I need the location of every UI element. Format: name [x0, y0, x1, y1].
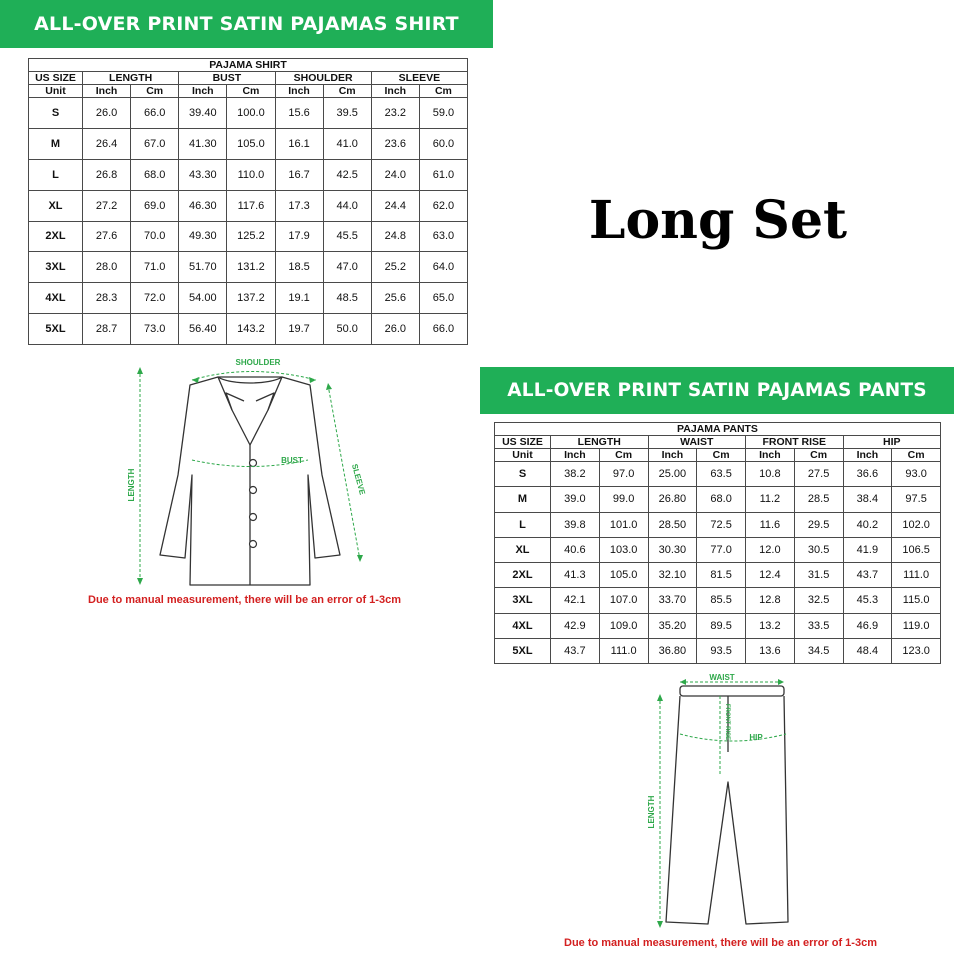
measurement-cell: 15.6 — [275, 98, 323, 129]
measurement-cell: 47.0 — [323, 252, 371, 283]
measurement-cell: 38.2 — [551, 462, 600, 487]
measurement-cell: 43.7 — [551, 638, 600, 663]
measurement-cell: 42.5 — [323, 159, 371, 190]
measurement-cell: 51.70 — [179, 252, 227, 283]
measurement-cell: 105.0 — [227, 128, 275, 159]
measurement-cell: 28.3 — [83, 283, 131, 314]
table-row — [495, 563, 941, 588]
measurement-cell: 24.0 — [371, 159, 419, 190]
pants-banner: ALL-OVER PRINT SATIN PAJAMAS PANTS — [480, 367, 954, 414]
measurement-cell: 77.0 — [697, 537, 746, 562]
measurement-cell: 61.0 — [419, 159, 467, 190]
unit-header: Cm — [599, 449, 648, 462]
measurement-cell: 24.8 — [371, 221, 419, 252]
pants-table-body — [495, 462, 941, 664]
group-header-shoulder: SHOULDER — [275, 72, 371, 85]
group-header-hip: HIP — [843, 436, 941, 449]
measurement-cell: 49.30 — [179, 221, 227, 252]
measurement-cell: 54.00 — [179, 283, 227, 314]
measurement-cell: 46.30 — [179, 190, 227, 221]
size-cell: 3XL — [495, 588, 551, 613]
measurement-cell: 27.6 — [83, 221, 131, 252]
measurement-cell: 41.3 — [551, 563, 600, 588]
measurement-cell: 65.0 — [419, 283, 467, 314]
measurement-cell: 97.5 — [892, 487, 941, 512]
measurement-cell: 27.2 — [83, 190, 131, 221]
size-cell: S — [495, 462, 551, 487]
measurement-cell: 45.3 — [843, 588, 892, 613]
size-cell: XL — [29, 190, 83, 221]
size-cell: 3XL — [29, 252, 83, 283]
measurement-cell: 12.4 — [746, 563, 795, 588]
measurement-cell: 93.0 — [892, 462, 941, 487]
table-row — [495, 487, 941, 512]
table-row — [495, 638, 941, 663]
measurement-cell: 25.00 — [648, 462, 697, 487]
measurement-cell: 66.0 — [419, 314, 467, 345]
measurement-cell: 101.0 — [599, 512, 648, 537]
size-cell: 5XL — [495, 638, 551, 663]
measurement-cell: 115.0 — [892, 588, 941, 613]
table-row — [29, 314, 468, 345]
measurement-cell: 110.0 — [227, 159, 275, 190]
measurement-cell: 106.5 — [892, 537, 941, 562]
unit-header: Cm — [697, 449, 746, 462]
table-row — [29, 190, 468, 221]
table-title-row — [495, 423, 941, 436]
measurement-cell: 44.0 — [323, 190, 371, 221]
measurement-cell: 23.2 — [371, 98, 419, 129]
measurement-cell: 36.80 — [648, 638, 697, 663]
measurement-cell: 26.80 — [648, 487, 697, 512]
measurement-cell: 41.0 — [323, 128, 371, 159]
measurement-cell: 39.40 — [179, 98, 227, 129]
measurement-cell: 41.30 — [179, 128, 227, 159]
measurement-cell: 56.40 — [179, 314, 227, 345]
shirt-table-title: PAJAMA SHIRT — [29, 59, 468, 72]
measurement-cell: 33.5 — [794, 613, 843, 638]
unit-header: Inch — [371, 85, 419, 98]
unit-label: Unit — [495, 449, 551, 462]
measurement-cell: 28.5 — [794, 487, 843, 512]
measurement-cell: 111.0 — [599, 638, 648, 663]
measurement-cell: 64.0 — [419, 252, 467, 283]
length-label: LENGTH — [127, 468, 136, 502]
measurement-cell: 11.2 — [746, 487, 795, 512]
measurement-cell: 19.1 — [275, 283, 323, 314]
measurement-cell: 85.5 — [697, 588, 746, 613]
measurement-cell: 41.9 — [843, 537, 892, 562]
measurement-cell: 97.0 — [599, 462, 648, 487]
measurement-cell: 39.5 — [323, 98, 371, 129]
measurement-cell: 23.6 — [371, 128, 419, 159]
size-cell: 4XL — [495, 613, 551, 638]
hip-label: HIP — [749, 733, 763, 742]
measurement-cell: 45.5 — [323, 221, 371, 252]
shirt-button — [250, 541, 257, 548]
measurement-cell: 18.5 — [275, 252, 323, 283]
shirt-button — [250, 460, 257, 467]
measurement-cell: 39.8 — [551, 512, 600, 537]
measurement-cell: 71.0 — [131, 252, 179, 283]
measurement-cell: 17.3 — [275, 190, 323, 221]
group-header-front-rise: FRONT RISE — [746, 436, 844, 449]
measurement-cell: 99.0 — [599, 487, 648, 512]
table-unit-row — [29, 85, 468, 98]
table-row — [495, 512, 941, 537]
measurement-cell: 35.20 — [648, 613, 697, 638]
table-group-row — [29, 72, 468, 85]
measurement-cell: 48.4 — [843, 638, 892, 663]
unit-header: Cm — [892, 449, 941, 462]
bust-label: BUST — [281, 456, 303, 465]
measurement-cell: 107.0 — [599, 588, 648, 613]
measurement-cell: 42.1 — [551, 588, 600, 613]
measurement-cell: 17.9 — [275, 221, 323, 252]
unit-header: Cm — [131, 85, 179, 98]
measurement-cell: 32.10 — [648, 563, 697, 588]
measurement-cell: 119.0 — [892, 613, 941, 638]
size-cell: M — [495, 487, 551, 512]
table-row — [29, 98, 468, 129]
measurement-cell: 13.2 — [746, 613, 795, 638]
measurement-cell: 43.30 — [179, 159, 227, 190]
table-row — [495, 462, 941, 487]
size-cell: L — [29, 159, 83, 190]
page-title: Long Set — [588, 189, 848, 251]
unit-header: Cm — [227, 85, 275, 98]
measurement-cell: 43.7 — [843, 563, 892, 588]
measurement-cell: 30.5 — [794, 537, 843, 562]
unit-header: Inch — [648, 449, 697, 462]
measurement-cell: 11.6 — [746, 512, 795, 537]
unit-header: Cm — [323, 85, 371, 98]
measurement-cell: 25.6 — [371, 283, 419, 314]
shirt-banner: ALL-OVER PRINT SATIN PAJAMAS SHIRT — [0, 0, 493, 48]
measurement-cell: 111.0 — [892, 563, 941, 588]
unit-header: Inch — [843, 449, 892, 462]
hip-measure-line — [680, 734, 786, 741]
measurement-cell: 26.0 — [371, 314, 419, 345]
measurement-cell: 59.0 — [419, 98, 467, 129]
measurement-cell: 131.2 — [227, 252, 275, 283]
shirt-size-table — [28, 58, 468, 345]
shirt-measurement-diagram — [120, 355, 380, 595]
measurement-cell: 12.0 — [746, 537, 795, 562]
measurement-cell: 68.0 — [697, 487, 746, 512]
size-cell: M — [29, 128, 83, 159]
group-header-length: LENGTH — [83, 72, 179, 85]
size-header: US SIZE — [495, 436, 551, 449]
measurement-cell: 12.8 — [746, 588, 795, 613]
pants-size-table — [494, 422, 941, 664]
pants-measurement-diagram — [636, 672, 796, 936]
measurement-cell: 32.5 — [794, 588, 843, 613]
size-cell: 4XL — [29, 283, 83, 314]
measurement-cell: 109.0 — [599, 613, 648, 638]
unit-header: Inch — [551, 449, 600, 462]
size-cell: XL — [495, 537, 551, 562]
unit-header: Cm — [794, 449, 843, 462]
measurement-cell: 63.0 — [419, 221, 467, 252]
front-rise-label: FRONT RISE — [724, 703, 730, 741]
measurement-cell: 66.0 — [131, 98, 179, 129]
unit-header: Inch — [275, 85, 323, 98]
table-row — [495, 537, 941, 562]
measurement-cell: 19.7 — [275, 314, 323, 345]
length-label: LENGTH — [647, 795, 656, 829]
measurement-cell: 13.6 — [746, 638, 795, 663]
group-header-sleeve: SLEEVE — [371, 72, 467, 85]
measurement-cell: 26.4 — [83, 128, 131, 159]
measurement-cell: 117.6 — [227, 190, 275, 221]
shirt-button — [250, 514, 257, 521]
measurement-cell: 102.0 — [892, 512, 941, 537]
group-header-bust: BUST — [179, 72, 275, 85]
measurement-cell: 48.5 — [323, 283, 371, 314]
measurement-cell: 30.30 — [648, 537, 697, 562]
measurement-cell: 72.5 — [697, 512, 746, 537]
measurement-cell: 70.0 — [131, 221, 179, 252]
measurement-cell: 143.2 — [227, 314, 275, 345]
measurement-cell: 89.5 — [697, 613, 746, 638]
measurement-cell: 105.0 — [599, 563, 648, 588]
table-row — [29, 159, 468, 190]
measurement-cell: 24.4 — [371, 190, 419, 221]
size-cell: S — [29, 98, 83, 129]
measurement-cell: 67.0 — [131, 128, 179, 159]
measurement-cell: 36.6 — [843, 462, 892, 487]
shirt-button — [250, 487, 257, 494]
measurement-cell: 40.2 — [843, 512, 892, 537]
measurement-cell: 29.5 — [794, 512, 843, 537]
measurement-cell: 16.1 — [275, 128, 323, 159]
waist-label: WAIST — [709, 673, 735, 682]
measurement-cell: 103.0 — [599, 537, 648, 562]
table-group-row — [495, 436, 941, 449]
sleeve-label: SLEEVE — [349, 462, 367, 496]
measurement-cell: 10.8 — [746, 462, 795, 487]
measurement-cell: 33.70 — [648, 588, 697, 613]
unit-header: Inch — [746, 449, 795, 462]
measurement-cell: 72.0 — [131, 283, 179, 314]
measurement-cell: 125.2 — [227, 221, 275, 252]
size-cell: L — [495, 512, 551, 537]
table-row — [29, 221, 468, 252]
measurement-cell: 63.5 — [697, 462, 746, 487]
measurement-cell: 38.4 — [843, 487, 892, 512]
table-row — [495, 588, 941, 613]
size-cell: 2XL — [29, 221, 83, 252]
measurement-cell: 93.5 — [697, 638, 746, 663]
measurement-cell: 50.0 — [323, 314, 371, 345]
table-row — [495, 613, 941, 638]
measurement-cell: 62.0 — [419, 190, 467, 221]
shoulder-label: SHOULDER — [235, 358, 281, 367]
pants-waistband — [680, 686, 784, 696]
measurement-cell: 26.8 — [83, 159, 131, 190]
measurement-cell: 40.6 — [551, 537, 600, 562]
unit-header: Inch — [179, 85, 227, 98]
unit-header: Cm — [419, 85, 467, 98]
size-header: US SIZE — [29, 72, 83, 85]
measurement-cell: 28.0 — [83, 252, 131, 283]
unit-header: Inch — [83, 85, 131, 98]
table-row — [29, 252, 468, 283]
measurement-cell: 137.2 — [227, 283, 275, 314]
measurement-cell: 100.0 — [227, 98, 275, 129]
size-cell: 5XL — [29, 314, 83, 345]
measurement-cell: 28.50 — [648, 512, 697, 537]
unit-label: Unit — [29, 85, 83, 98]
shirt-collar — [218, 377, 282, 445]
measurement-cell: 60.0 — [419, 128, 467, 159]
measurement-cell: 27.5 — [794, 462, 843, 487]
measurement-cell: 28.7 — [83, 314, 131, 345]
group-header-waist: WAIST — [648, 436, 746, 449]
measurement-cell: 39.0 — [551, 487, 600, 512]
measurement-cell: 123.0 — [892, 638, 941, 663]
shirt-table-body — [29, 98, 468, 345]
measurement-cell: 46.9 — [843, 613, 892, 638]
shirt-measurement-note: Due to manual measurement, there will be an error of 1-3cm — [88, 594, 401, 606]
pants-table-title: PAJAMA PANTS — [495, 423, 941, 436]
measurement-cell: 68.0 — [131, 159, 179, 190]
table-row — [29, 128, 468, 159]
measurement-cell: 31.5 — [794, 563, 843, 588]
measurement-cell: 34.5 — [794, 638, 843, 663]
table-row — [29, 283, 468, 314]
group-header-length: LENGTH — [551, 436, 649, 449]
measurement-cell: 16.7 — [275, 159, 323, 190]
measurement-cell: 69.0 — [131, 190, 179, 221]
size-cell: 2XL — [495, 563, 551, 588]
measurement-cell: 42.9 — [551, 613, 600, 638]
measurement-cell: 25.2 — [371, 252, 419, 283]
measurement-cell: 26.0 — [83, 98, 131, 129]
measurement-cell: 81.5 — [697, 563, 746, 588]
measurement-cell: 73.0 — [131, 314, 179, 345]
pants-measurement-note: Due to manual measurement, there will be an error of 1-3cm — [564, 937, 877, 949]
table-unit-row — [495, 449, 941, 462]
table-title-row — [29, 59, 468, 72]
